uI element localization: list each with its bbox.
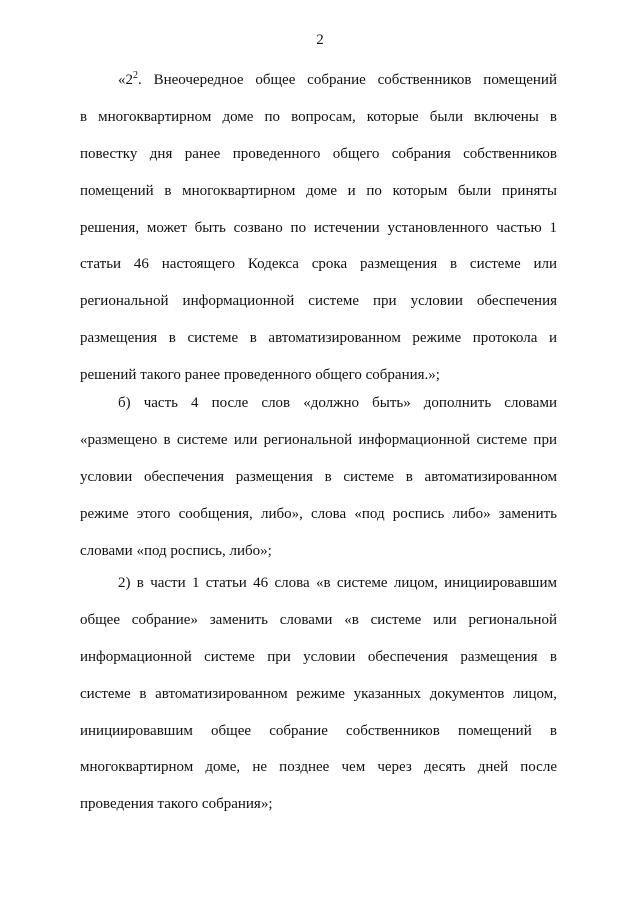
paragraph-3-line-5: инициировавшим общее собрание собственников помещений в — [80, 722, 557, 739]
paragraph-1-line-2: в многоквартирном доме по вопросам, которые были включены в — [80, 108, 557, 125]
paragraph-3-line-7: проведения такого собрания»; — [80, 796, 273, 813]
paragraph-1 — [80, 62, 557, 394]
paragraph-2-line-5: словами «под роспись, либо»; — [80, 542, 272, 559]
paragraph-1-line-6: статьи 46 настоящего Кодекса срока размещения в системе или — [80, 256, 557, 273]
page-number: 2 — [316, 32, 324, 48]
paragraph-3-line-2: общее собрание» заменить словами «в системе или региональной — [80, 611, 557, 628]
paragraph-2 — [80, 385, 557, 569]
line-rest: . Внеочередное общее собрание собственников помещений — [138, 72, 557, 88]
paragraph-2-line-1: б) часть 4 после слов «должно быть» дополнить словами — [118, 395, 557, 411]
paragraph-1-line-1 — [80, 62, 557, 99]
paragraph-3-line-6: многоквартирном доме, не позднее чем через десять дней после — [80, 759, 557, 776]
paragraph-1-line-5: решения, может быть созвано по истечении установленного частью 1 — [80, 219, 557, 236]
paragraph-1-line-3: повестку дня ранее проведенного общего собрания собственников — [80, 145, 557, 162]
paragraph-1-line-8: размещения в системе в автоматизированном режиме протокола и — [80, 330, 557, 347]
line-start: «2 — [118, 72, 133, 88]
paragraph-2-line-2: «размещено в системе или региональной информационной системе при — [80, 431, 557, 448]
paragraph-2-line-4: режиме этого сообщения, либо», слова «под роспись либо» заменить — [80, 505, 557, 522]
paragraph-3-line-3: информационной системе при условии обеспечения размещения в — [80, 648, 557, 665]
paragraph-3 — [80, 565, 557, 823]
paragraph-1-line-4: помещений в многоквартирном доме и по которым были приняты — [80, 182, 557, 199]
superscript: 2 — [133, 70, 138, 81]
paragraph-2-line-3: условии обеспечения размещения в системе в автоматизированном — [80, 468, 557, 485]
paragraph-1-line-7: региональной информационной системе при условии обеспечения — [80, 293, 557, 310]
paragraph-1-line-9: решений такого ранее проведенного общего собрания.»; — [80, 367, 440, 384]
paragraph-3-line-4: системе в автоматизированном режиме указанных документов лицом, — [80, 685, 557, 702]
paragraph-3-line-1: 2) в части 1 статьи 46 слова «в системе лицом, инициировавшим — [118, 575, 557, 591]
